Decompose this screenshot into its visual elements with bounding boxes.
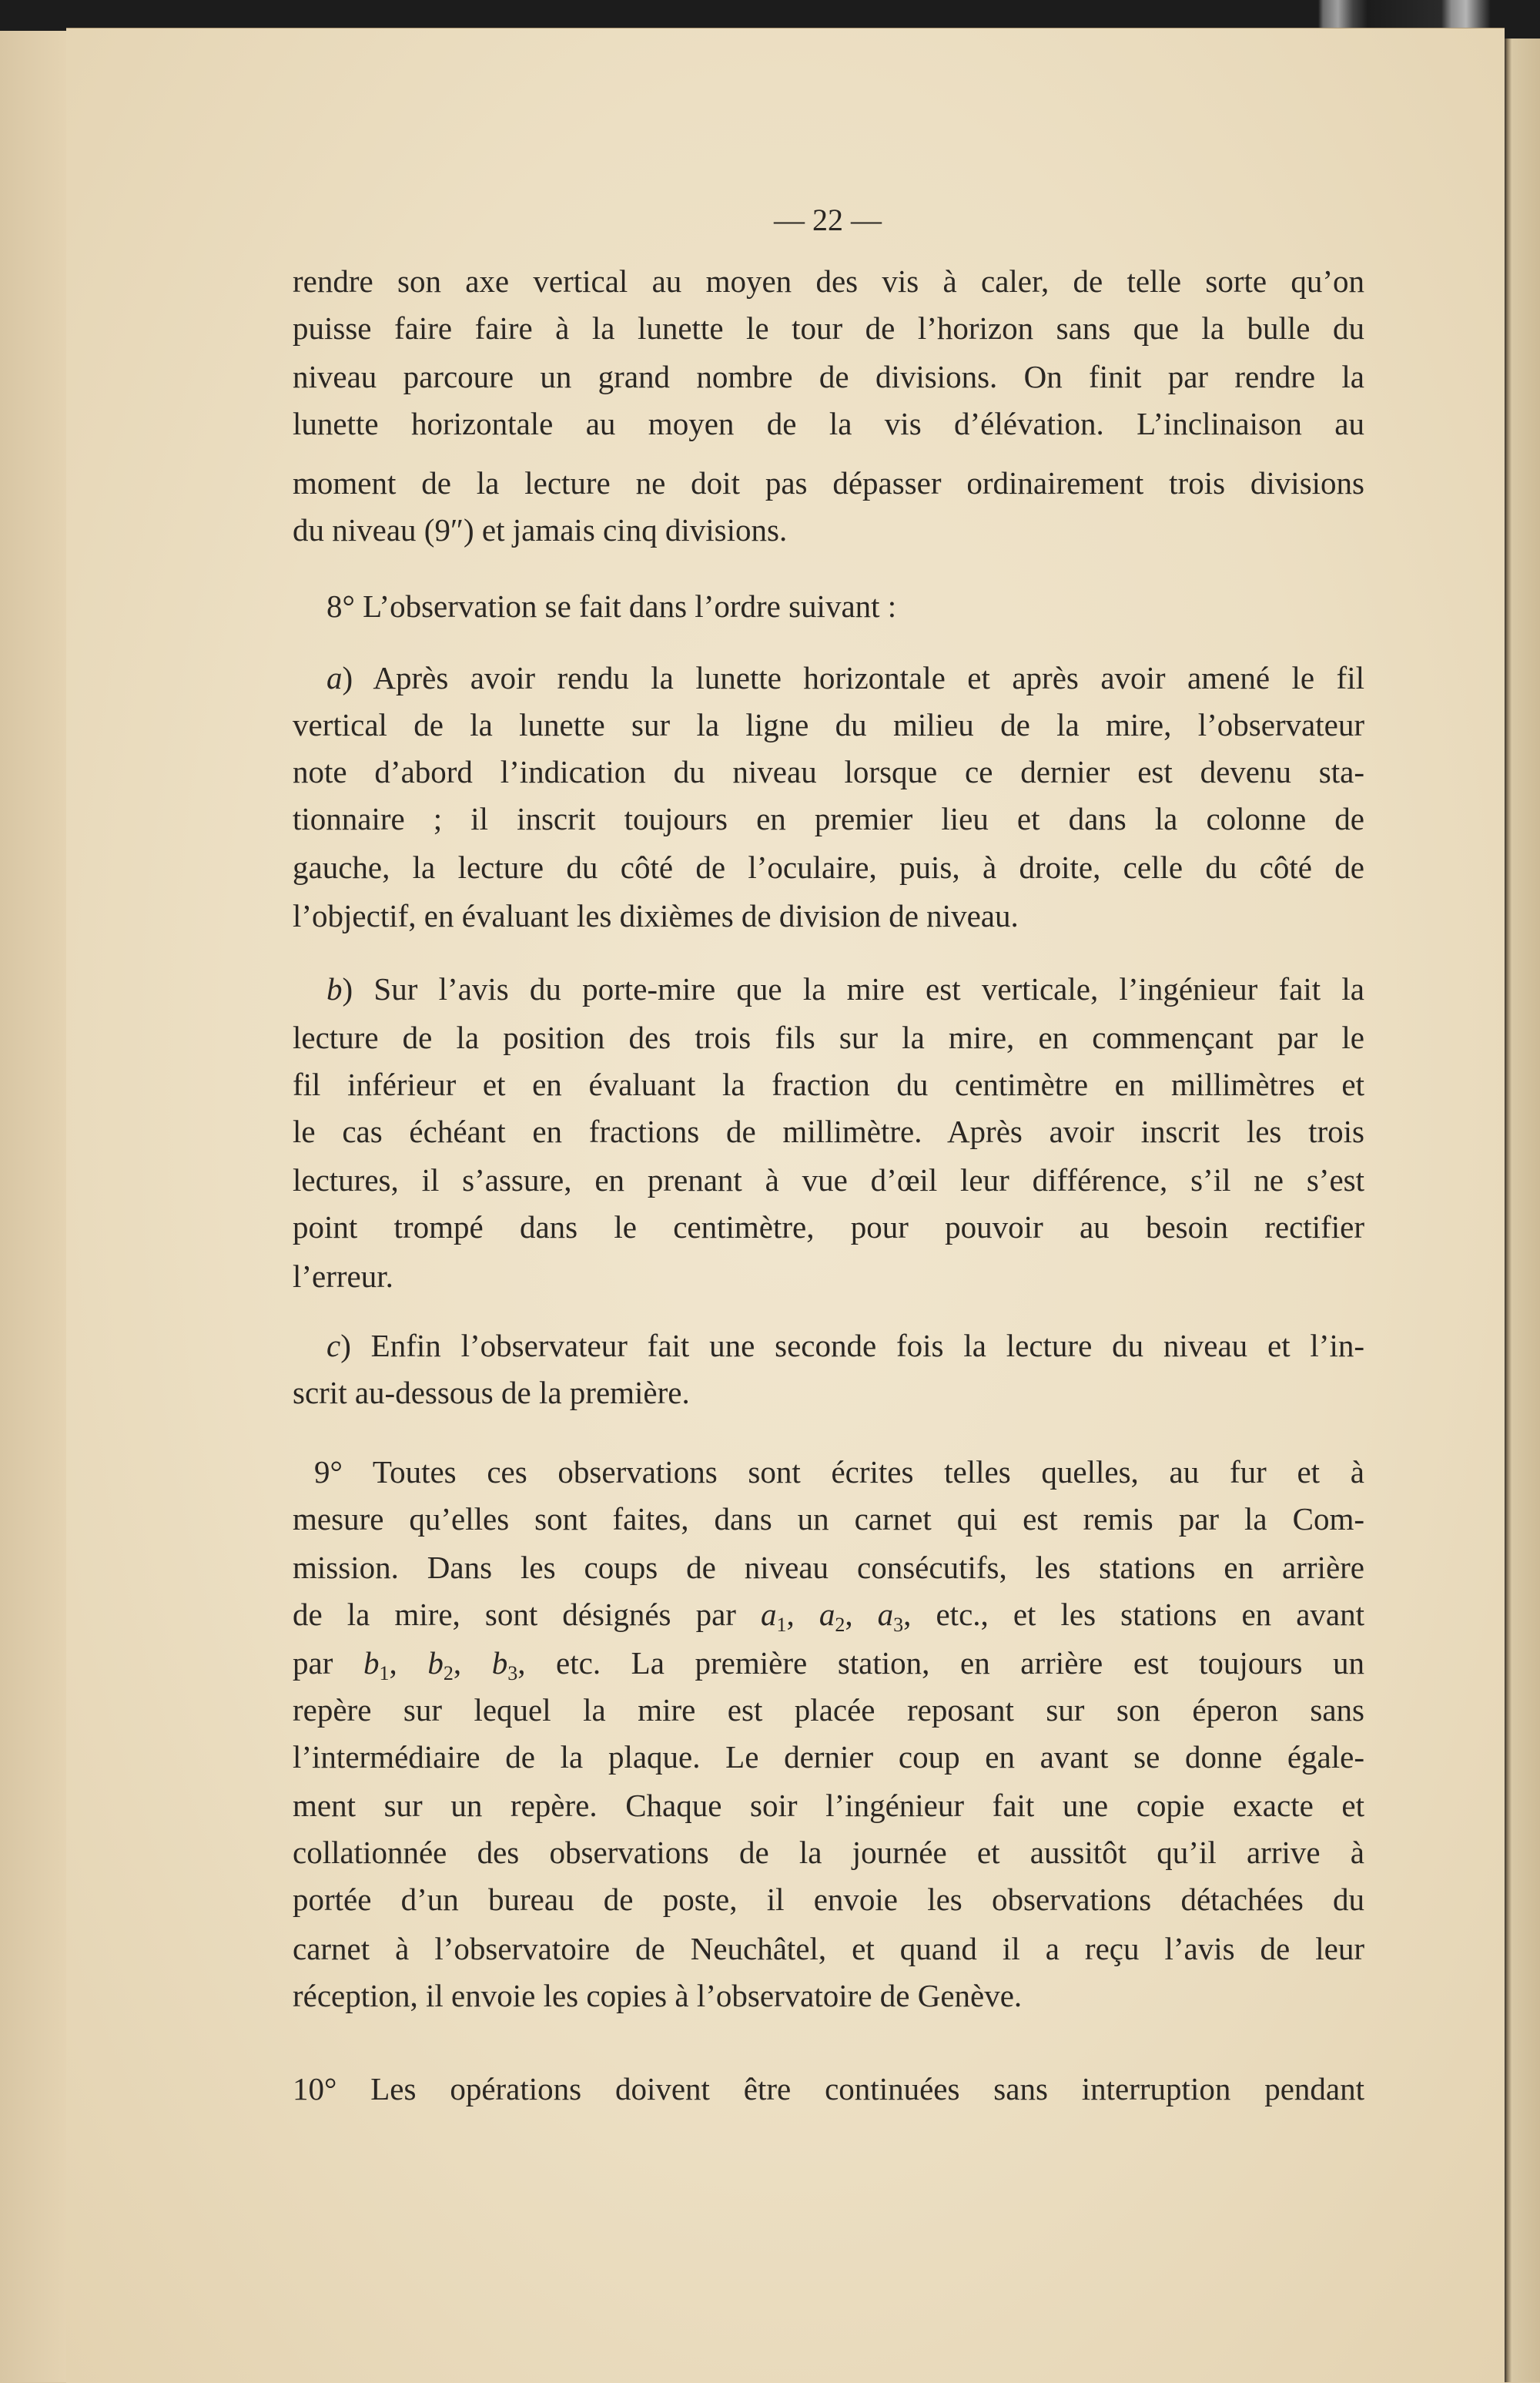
italic-letter: a	[761, 1597, 777, 1632]
text-segment: l’intermédiaire de la plaque. Le dernier coup en avant se donne égale-	[293, 1739, 1364, 1775]
text-line	[293, 1691, 1364, 1729]
text-line	[326, 1326, 1364, 1365]
italic-letter: c	[326, 1328, 341, 1363]
text-line	[293, 404, 1364, 443]
text-line	[293, 1548, 1364, 1587]
text-line	[293, 897, 1364, 935]
italic-letter: b	[363, 1645, 380, 1681]
italic-letter: b	[427, 1645, 444, 1681]
text-segment: carnet à l’observatoire de Neuchâtel, et quand il a reçu l’avis de leur	[293, 1931, 1364, 1966]
text-line	[293, 357, 1364, 396]
text-segment: puisse faire faire à la lunette le tour de l’horizon sans que la bulle du	[293, 310, 1364, 346]
subscript: 3	[893, 1614, 904, 1634]
text-segment: 8° L’observation se fait dans l’ordre suivant :	[326, 588, 897, 624]
text-line	[293, 706, 1364, 744]
text-segment: scrit au-dessous de la première.	[293, 1375, 690, 1410]
text-segment: lecture de la position des trois fils sur la mire, en commençant par le	[293, 1020, 1364, 1055]
text-line	[293, 1373, 1364, 1412]
text-line	[293, 309, 1364, 347]
subscript: 1	[776, 1614, 787, 1634]
text-segment: 9° Toutes ces observations sont écrites telles quelles, au fur et à	[314, 1454, 1364, 1490]
text-line	[293, 1929, 1364, 1968]
text-segment: lectures, il s’assure, en prenant à vue d’œil leur différence, s’il ne s’est	[293, 1162, 1364, 1198]
text-line	[326, 970, 1364, 1008]
text-line	[326, 587, 1364, 625]
subscript: 2	[835, 1614, 845, 1634]
text-line	[293, 464, 1364, 502]
italic-letter: b	[326, 971, 343, 1007]
text-segment: rendre son axe vertical au moyen des vis à caler, de telle sorte qu’on	[293, 263, 1364, 299]
text-line	[293, 1976, 1364, 2015]
text-line	[293, 752, 1364, 791]
text-segment: ) Sur l’avis du porte-mire que la mire est verticale, l’ingénieur fait la	[342, 971, 1364, 1007]
text-segment: , etc. La première station, en arrière est toujours un	[517, 1645, 1364, 1681]
text-segment: 10° Les opérations doivent être continuées sans interruption pendant	[293, 2071, 1364, 2106]
text-line	[293, 1257, 1364, 1295]
italic-letter: b	[491, 1645, 508, 1681]
text-segment: réception, il envoie les copies à l’observatoire de Genève.	[293, 1978, 1023, 2013]
page-number: — 22 —	[774, 203, 882, 237]
text-segment: l’erreur.	[293, 1259, 393, 1294]
text-segment: le cas échéant en fractions de millimètre. Après avoir inscrit les trois	[293, 1114, 1364, 1149]
text-segment: l’objectif, en évaluant les dixièmes de division de niveau.	[293, 898, 1019, 933]
text-segment: de la mire, sont désignés par	[293, 1597, 761, 1632]
text-segment: moment de la lecture ne doit pas dépasser ordinairement trois divisions	[293, 465, 1364, 501]
text-segment: mission. Dans les coups de niveau consécutifs, les stations en arrière	[293, 1550, 1364, 1585]
text-segment: niveau parcoure un grand nombre de divisions. On finit par rendre la	[293, 359, 1364, 394]
text-segment: portée d’un bureau de poste, il envoie les observations détachées du	[293, 1882, 1364, 1917]
text-line	[293, 1786, 1364, 1825]
page-edge-right	[1505, 39, 1540, 2382]
italic-letter: a	[877, 1597, 894, 1632]
text-line	[293, 1738, 1364, 1776]
text-line	[293, 1833, 1364, 1872]
text-segment: point trompé dans le centimètre, pour pouvoir au besoin rectifier	[293, 1209, 1364, 1245]
text-line	[293, 1065, 1364, 1104]
text-line	[293, 848, 1364, 887]
text-segment: vertical de la lunette sur la ligne du milieu de la mire, l’observateur	[293, 707, 1364, 742]
text-line	[293, 1161, 1364, 1199]
text-line	[293, 1500, 1364, 1538]
text-line	[293, 262, 1364, 300]
text-line	[293, 1595, 1364, 1634]
italic-letter: a	[326, 660, 343, 695]
text-segment: mesure qu’elles sont faites, dans un carnet qui est remis par la Com-	[293, 1501, 1364, 1537]
text-line	[293, 1644, 1364, 1682]
text-segment: collationnée des observations de la journée et aussitôt qu’il arrive à	[293, 1835, 1364, 1870]
text-segment: lunette horizontale au moyen de la vis d’élévation. L’inclinaison au	[293, 406, 1364, 441]
text-segment: repère sur lequel la mire est placée reposant sur son éperon sans	[293, 1692, 1364, 1728]
text-segment: ,	[786, 1597, 819, 1632]
text-segment: ,	[389, 1645, 428, 1681]
text-segment: note d’abord l’indication du niveau lorsque ce dernier est devenu sta-	[293, 754, 1364, 789]
subscript: 1	[379, 1662, 390, 1682]
text-line	[314, 1453, 1364, 1491]
text-segment: , etc., et les stations en avant	[903, 1597, 1364, 1632]
text-segment: par	[293, 1645, 363, 1681]
subscript: 3	[507, 1662, 518, 1682]
text-segment: ,	[453, 1645, 492, 1681]
text-line	[326, 659, 1364, 697]
text-segment: ,	[845, 1597, 878, 1632]
text-segment: fil inférieur et en évaluant la fraction du centimètre en millimètres et	[293, 1067, 1364, 1102]
text-segment: tionnaire ; il inscrit toujours en premier lieu et dans la colonne de	[293, 801, 1364, 836]
text-line	[293, 1208, 1364, 1246]
text-line	[293, 1112, 1364, 1151]
italic-letter: a	[819, 1597, 835, 1632]
text-segment: du niveau (9″) et jamais cinq divisions.	[293, 512, 788, 548]
text-line	[293, 511, 1364, 549]
text-segment: gauche, la lecture du côté de l’oculaire, puis, à droite, celle du côté de	[293, 850, 1364, 885]
text-line	[293, 799, 1364, 838]
text-line	[293, 1880, 1364, 1919]
text-segment: ) Enfin l’observateur fait une seconde fois la lecture du niveau et l’in-	[340, 1328, 1364, 1363]
text-line	[293, 2070, 1364, 2108]
subscript: 2	[443, 1662, 454, 1682]
text-segment: ment sur un repère. Chaque soir l’ingénieur fait une copie exacte et	[293, 1788, 1364, 1823]
facing-page-edge	[0, 31, 68, 2382]
text-segment: ) Après avoir rendu la lunette horizontale et après avoir amené le fil	[342, 660, 1364, 695]
text-line	[293, 1018, 1364, 1057]
